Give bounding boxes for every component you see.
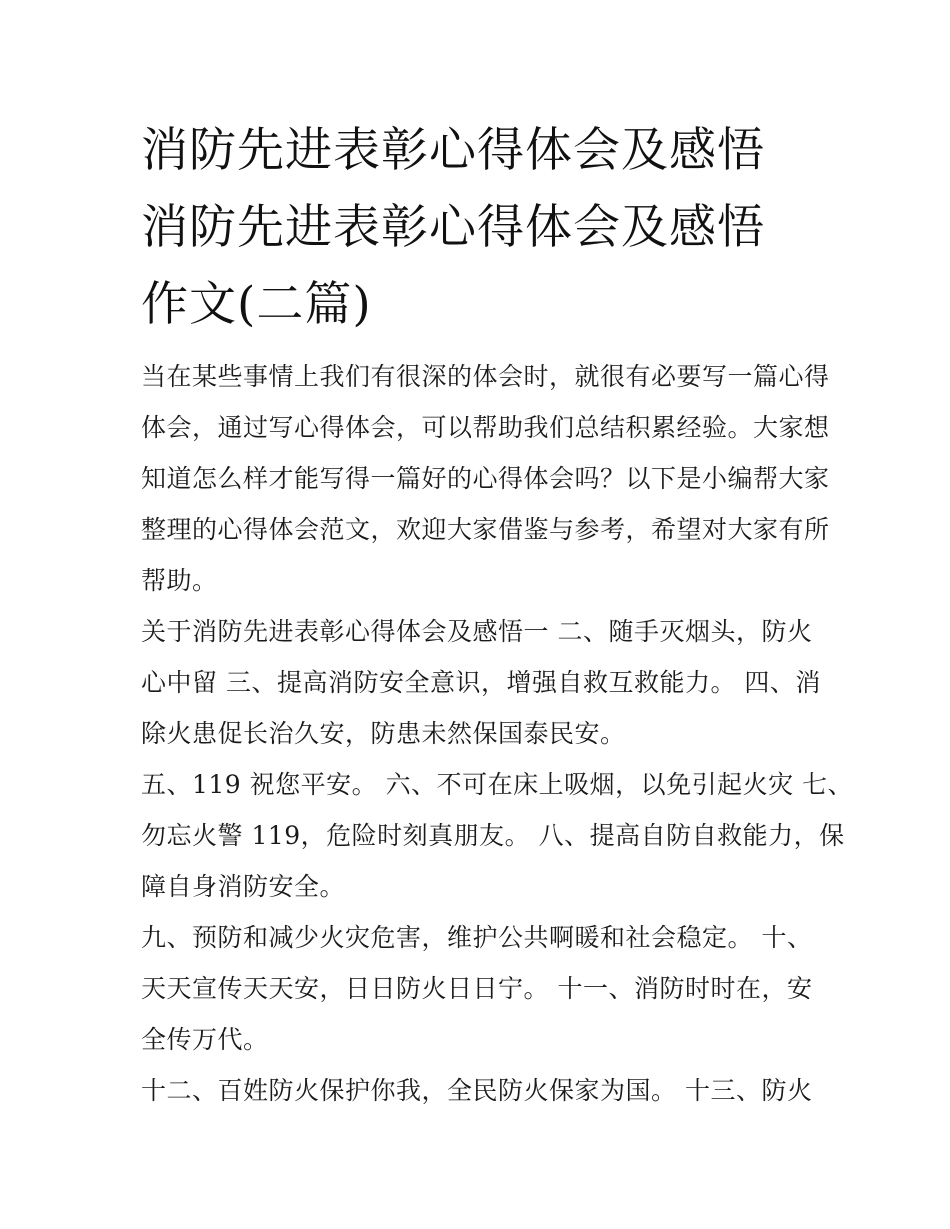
title-line: 消防先进表彰心得体会及感悟 <box>141 200 765 255</box>
paragraph-line: 整理的心得体会范文，欢迎大家借鉴与参考，希望对大家有所 <box>141 515 830 544</box>
paragraph-line: 十二、百姓防火保护你我，全民防火保家为国。 十三、防火 <box>141 1076 813 1105</box>
paragraph-line: 全传万代。 <box>141 1025 269 1054</box>
slogan-paragraph-1 <box>141 606 821 759</box>
slogan-paragraph-2 <box>141 759 854 912</box>
paragraph-line: 五、119 祝您平安。 六、不可在床上吸烟，以免引起火灾 七、 <box>141 770 854 799</box>
slogan-paragraph-4 <box>141 1065 811 1116</box>
paragraph-line: 当在某些事情上我们有很深的体会时，就很有必要写一篇心得 <box>141 362 830 391</box>
title-line: 消防先进表彰心得体会及感悟 <box>141 123 765 178</box>
paragraph-line: 九、预防和减少火灾危害，维护公共啊暖和社会稳定。 十、 <box>141 923 813 952</box>
slogan-paragraph-3 <box>141 912 811 1065</box>
paragraph-line: 勿忘火警 119，危险时刻真朋友。 八、提高自防自救能力，保 <box>141 821 845 850</box>
paragraph-line: 除火患促长治久安，防患未然保国泰民安。 <box>141 719 626 748</box>
paragraph-line: 天天宣传天天安，日日防火日日宁。 十一、消防时时在，安 <box>141 974 813 1003</box>
paragraph-line: 知道怎么样才能写得一篇好的心得体会吗？以下是小编帮大家 <box>141 464 830 493</box>
document-page <box>141 112 854 1116</box>
paragraph-line: 帮助。 <box>141 566 218 595</box>
intro-paragraph <box>141 351 830 606</box>
paragraph-line: 关于消防先进表彰心得体会及感悟一 二、随手灭烟头，防火 <box>141 617 813 646</box>
title-line: 作文(二篇) <box>141 277 372 332</box>
document-title <box>141 112 811 343</box>
paragraph-line: 心中留 三、提高消防安全意识，增强自救互救能力。 四、消 <box>141 668 821 697</box>
paragraph-line: 体会，通过写心得体会，可以帮助我们总结积累经验。大家想 <box>141 413 830 442</box>
paragraph-line: 障自身消防安全。 <box>141 872 346 901</box>
